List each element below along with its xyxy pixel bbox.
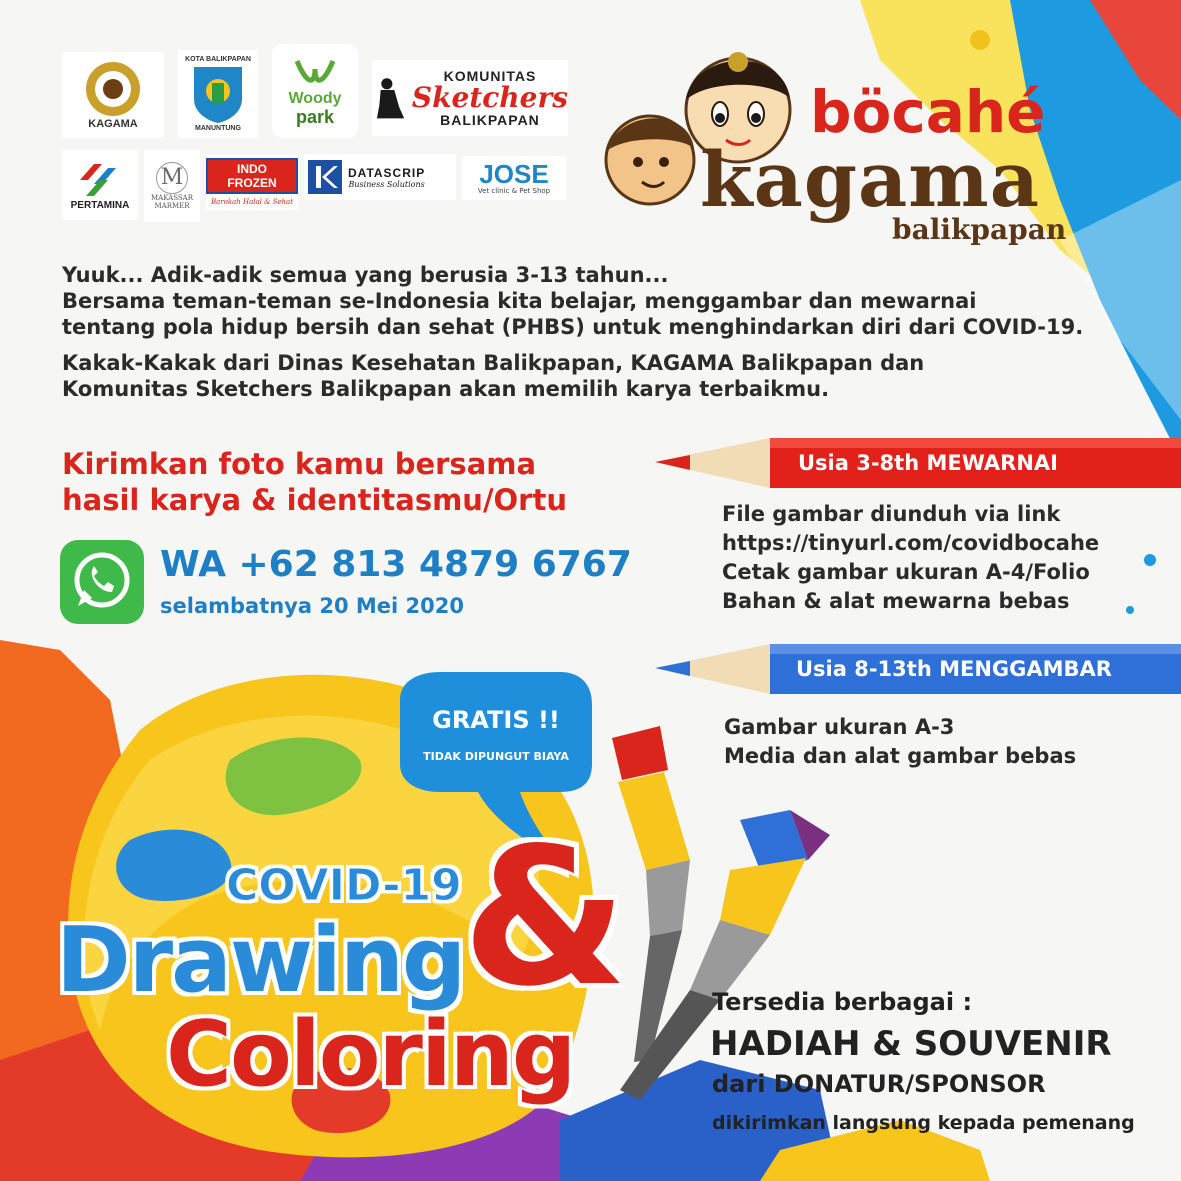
indofrozen-logo: INDO FROZEN Barokah Halal & Sehat	[206, 154, 298, 210]
deadline-text: selambatnya 20 Mei 2020	[160, 594, 464, 618]
datascrip-mark-icon	[308, 160, 342, 194]
woody-park-logo: Woody park	[272, 44, 358, 138]
detail-line: Bahan & alat mewarna bebas	[722, 589, 1070, 613]
datascrip-logo: DATASCRIP Business Solutions	[304, 154, 456, 200]
whatsapp-icon	[60, 540, 144, 624]
intro-line-1: Yuuk... Adik-adik semua yang berusia 3-13 tahun...	[62, 263, 669, 287]
submit-line-2: hasil karya & identitasmu/Ortu	[62, 483, 567, 517]
balikpapan-wordmark: balikpapan	[892, 213, 1067, 246]
event-coloring-label: Coloring	[166, 1002, 575, 1107]
intro-line-3: tentang pola hidup bersih dan sehat (PHBS) untuk menghindarkan diri dari COVID-19.	[62, 315, 1084, 339]
leaf-icon	[293, 55, 337, 91]
makassar-marmer-logo: M MAKASSAR MARMER	[144, 150, 200, 222]
detail-line: Cetak gambar ukuran A-4/Folio	[722, 560, 1090, 584]
event-covid-label: COVID-19	[226, 860, 462, 911]
submit-instruction	[62, 446, 642, 518]
pertamina-logo: PERTAMINA	[62, 150, 138, 220]
detail-link: https://tinyurl.com/covidbocahe	[722, 531, 1100, 555]
prize-headline: HADIAH & SOUVENIR	[710, 1024, 1112, 1064]
intro-paragraph	[62, 262, 1142, 402]
intro-line-5: Komunitas Sketchers Balikpapan akan memilih karya terbaikmu.	[62, 377, 830, 401]
city-shield-icon	[188, 63, 248, 125]
kagama-university-logo: KAGAMA	[62, 52, 164, 138]
prize-source: dari DONATUR/SPONSOR	[712, 1070, 1046, 1098]
komunitas-sketchers-logo: KOMUNITAS Sketchers BALIKPAPAN	[372, 60, 568, 136]
sketcher-figure-icon	[372, 63, 408, 133]
category-label-drawing: Usia 8-13th MENGGAMBAR	[796, 657, 1112, 681]
detail-line: Gambar ukuran A-3	[724, 715, 955, 739]
event-drawing-label: Drawing	[56, 908, 465, 1013]
gratis-subtitle: TIDAK DIPUNGUT BIAYA	[423, 750, 569, 763]
detail-line: Media dan alat gambar bebas	[724, 744, 1077, 768]
pertamina-mark-icon	[76, 160, 124, 200]
whatsapp-number: WA +62 813 4879 6767	[160, 544, 632, 585]
balikpapan-city-logo: KOTA BALIKPAPAN MANUNTUNG	[178, 50, 258, 138]
category-details-drawing	[724, 713, 1076, 771]
category-details-coloring	[722, 500, 1099, 616]
kagama-wordmark: kagama	[700, 135, 1040, 224]
kagama-emblem-icon	[84, 60, 142, 118]
event-ampersand: &	[462, 807, 628, 1028]
jose-vet-logo: JOSE Vet clinic & Pet Shop	[462, 156, 566, 200]
prize-intro: Tersedia berbagai :	[712, 988, 973, 1016]
category-label-coloring: Usia 3-8th MEWARNAI	[798, 451, 1058, 475]
gratis-title: GRATIS !!	[432, 706, 560, 734]
intro-line-4: Kakak-Kakak dari Dinas Kesehatan Balikpapan, KAGAMA Balikpapan dan	[62, 351, 925, 375]
submit-line-1: Kirimkan foto kamu bersama	[62, 447, 537, 481]
prize-delivery: dikirimkan langsung kepada pemenang	[712, 1112, 1135, 1134]
intro-line-2: Bersama teman-teman se-Indonesia kita belajar, menggambar dan mewarnai	[62, 289, 977, 313]
bocahe-wordmark: böcahé	[810, 78, 1046, 146]
detail-line: File gambar diunduh via link	[722, 502, 1061, 526]
